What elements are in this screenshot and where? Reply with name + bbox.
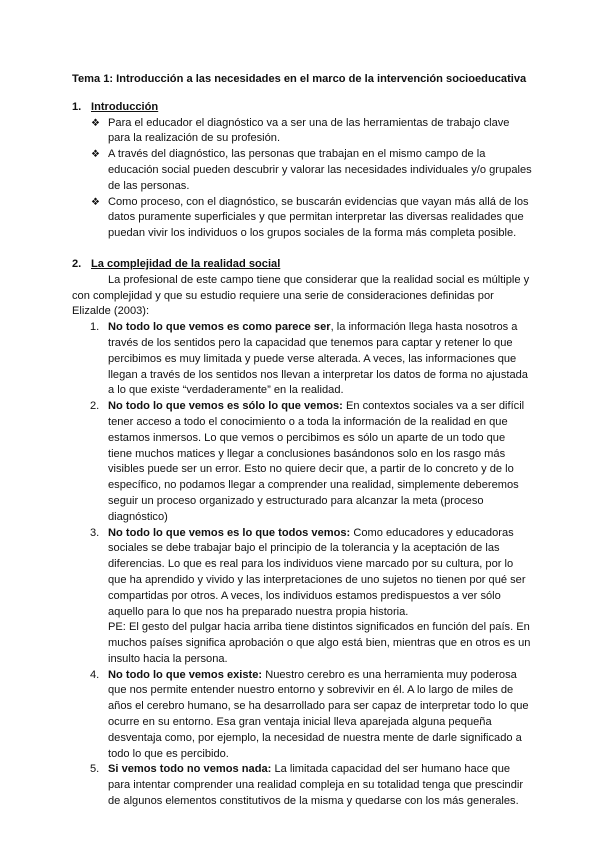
diamond-bullet-icon: ❖ (91, 196, 100, 208)
bullet-item (72, 195, 532, 242)
list-item (72, 668, 532, 763)
list-number: 2. (90, 400, 100, 413)
document-page (72, 72, 532, 810)
bullet-text: Para el educador el diagnóstico va a ser una de las herramientas de trabajo clave para la realización de su profesión. (108, 116, 510, 145)
point-text: , la información llega hasta nosotros a través de los sentidos pero la capacidad que tenemos para captar y retener lo que percibimos es muy limitada y puede verse alterada. A veces, las informaciones que llegan a través de los sentidos nos llevan a interpretar los datos de forma no ajustada a lo que existe “verdaderamente” en la realidad. (108, 321, 528, 397)
point-heading: No todo lo que vemos es como parece ser (108, 321, 331, 334)
list-item (72, 399, 532, 525)
section-2-numbered-list (72, 320, 532, 810)
point-text: Como educadores y educadoras sociales se debe trabajar bajo el principio de la tolerancia y la aceptación de las diferencias. Lo que es real para los individuos viene marcado por su cultura, por lo que ha aprendido y vivido y las interpretaciones de uno sujetos no tienen por qué ser compartidas por otros. A veces, los individuos estamos predispuestos a ver sólo aquello para lo que nos ha preparado nuestra propia historia. (108, 526, 526, 618)
list-item (72, 762, 532, 809)
section-2-title: La complejidad de la realidad social (91, 257, 281, 270)
list-item (72, 526, 532, 668)
section-1-heading (72, 100, 532, 116)
document-title: Tema 1: Introducción a las necesidades en el marco de la intervención socioeducativa (72, 73, 527, 85)
point-heading: No todo lo que vemos es sólo lo que vemos: (108, 400, 343, 413)
list-number: 1. (90, 321, 100, 334)
point-heading: No todo lo que vemos es lo que todos vemos: (108, 526, 351, 539)
point-text: En contextos sociales va a ser difícil tener acceso a todo el conocimiento o a toda la información de la realidad en que estamos inmersos. Lo que vemos o percibimos es sólo un aparte de un todo que tiene muchos matices y llegar a conclusiones basándonos solo en los rasgo más visibles puede ser un error. Esto no quiere decir que, a partir de lo concreto y de lo específico, no podamos llegar a comprender una realidad, simplemente deberemos seguir un proceso organizado y estructurado para alcanzar la meta (proceso diagnóstico) (108, 400, 525, 523)
list-item (72, 320, 532, 399)
bullet-text: Como proceso, con el diagnóstico, se buscarán evidencias que vayan más allá de los datos puramente superficiales y que permitan interpretar las diversas realidades que puedan vivir los individuos o los grupos sociales de la forma más completa posible. (108, 195, 529, 240)
diamond-bullet-icon: ❖ (91, 117, 100, 129)
bullet-item (72, 116, 532, 148)
section-2-number: 2. (72, 257, 82, 270)
list-number: 5. (90, 763, 100, 776)
point-text: La limitada capacidad del ser humano hace que para intentar comprender una realidad compleja en su totalidad tenga que prescindir de algunos elementos constitutivos de la misma y quedarse con los más generales. (108, 763, 524, 808)
point-text: Nuestro cerebro es una herramienta muy poderosa que nos permite entender nuestro entorno y sobrevivir en él. A lo largo de miles de años el cerebro humano, se ha desarrollado para ser capaz de interpretar todo lo que ocurre en su entorno. Esa gran ventaja inicial lleva aparejada alguna pequeña desventaja como, por ejemplo, la necesidad de nuestra mente de darle significado a todo lo que es percibido. (108, 668, 529, 760)
bullet-item (72, 147, 532, 194)
diamond-bullet-icon: ❖ (91, 149, 100, 161)
section-1-bullet-list (72, 116, 532, 242)
point-heading: Si vemos todo no vemos nada: (108, 763, 272, 776)
list-number: 3. (90, 526, 100, 539)
section-1-number: 1. (72, 100, 82, 113)
section-1-title: Introducción (91, 100, 159, 113)
point-heading: No todo lo que vemos existe: (108, 668, 263, 681)
point-note: PE: El gesto del pulgar hacia arriba tiene distintos significados en función del país. En muchos países significa aprobación o que algo está bien, mientras que en otros es un insulto hacia la persona. (108, 621, 531, 665)
section-2-intro: La profesional de este campo tiene que considerar que la realidad social es múltiple y con complejidad y que su estudio requiere una serie de consideraciones definidas por Elizalde (2003): (72, 273, 530, 318)
section-gap (72, 242, 532, 257)
section-2-heading (72, 257, 532, 273)
bullet-text: A través del diagnóstico, las personas que trabajan en el mismo campo de la educación social pueden descubrir y valorar las necesidades individuales y/o grupales de las personas. (108, 148, 532, 192)
list-number: 4. (90, 668, 100, 681)
